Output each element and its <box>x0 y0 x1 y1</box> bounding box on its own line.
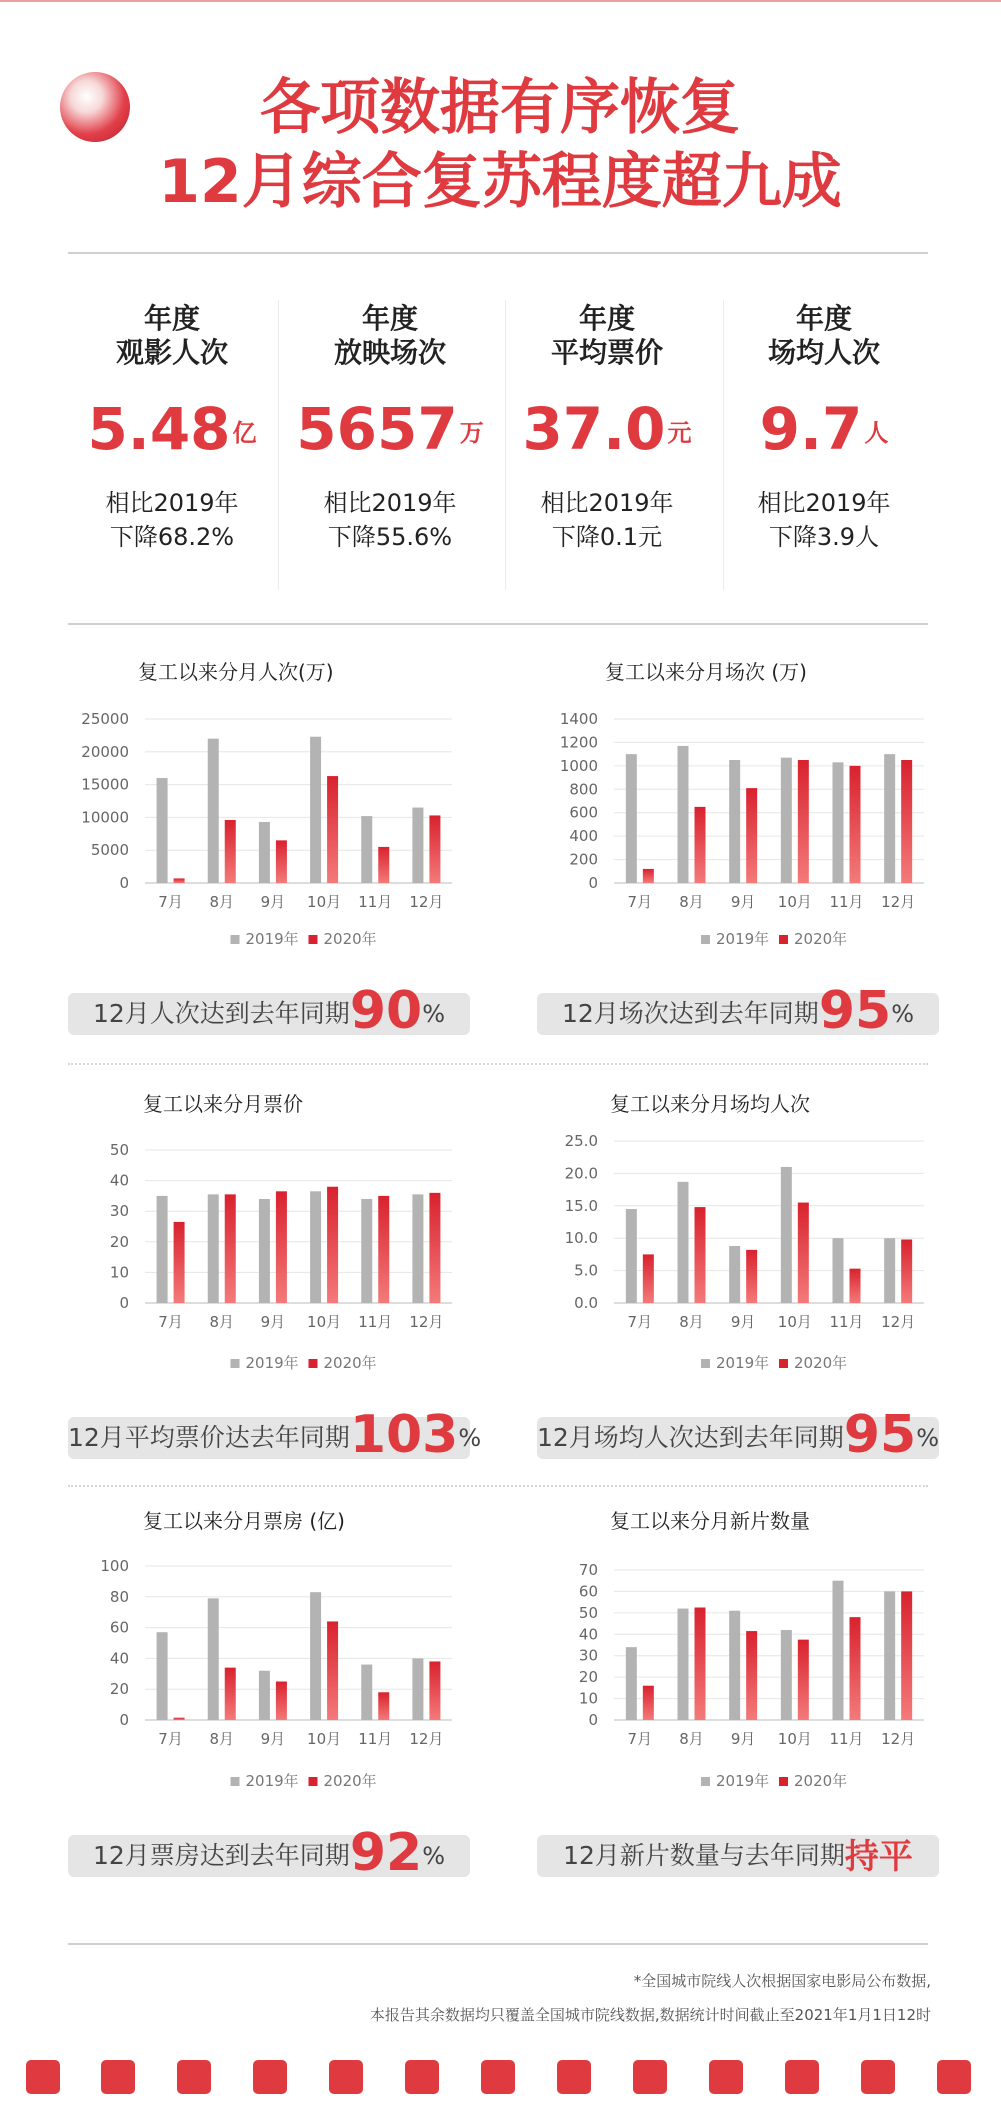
callout-suffix: % <box>916 1424 940 1452</box>
y-tick-label: 1000 <box>559 756 598 775</box>
footnote-line1: *全国城市院线人次根据国家电影局公布数据, <box>633 1972 931 1990</box>
y-tick-label: 0 <box>119 1711 129 1729</box>
stat-compare: 相比2019年 <box>105 489 239 517</box>
stat-compare: 下降55.6% <box>327 523 453 551</box>
x-tick-label: 12月 <box>881 893 916 911</box>
legend-label: 2019年 <box>245 1772 299 1790</box>
callout-number: 持平 <box>844 1837 913 1877</box>
callout-text: 12月人次达到去年同期 <box>93 999 350 1028</box>
y-tick-label: 0 <box>588 874 598 892</box>
dotted-divider <box>68 1485 928 1487</box>
y-tick-label: 70 <box>578 1561 598 1579</box>
y-tick-label: 40 <box>578 1625 598 1644</box>
stat-unit: 亿 <box>232 419 257 447</box>
legend-label: 2019年 <box>716 930 770 948</box>
page-title-line2: 12月综合复苏程度超九成 <box>158 147 842 217</box>
stat-unit: 万 <box>459 419 484 447</box>
callout-avg-attendance <box>537 1405 940 1465</box>
x-tick-label: 12月 <box>409 1313 444 1331</box>
x-tick-label: 7月 <box>158 1313 183 1331</box>
decor-square <box>861 2060 895 2094</box>
x-tick-label: 8月 <box>679 893 704 911</box>
y-tick-label: 100 <box>100 1557 129 1575</box>
y-tick-label: 40 <box>109 1171 129 1190</box>
legend-label: 2020年 <box>794 930 848 948</box>
y-tick-label: 10 <box>578 1689 598 1708</box>
x-tick-label: 10月 <box>307 1313 342 1331</box>
stat-label: 平均票价 <box>550 336 663 369</box>
stat-label: 放映场次 <box>333 336 446 369</box>
y-tick-label: 1400 <box>559 710 598 728</box>
legend-swatch-2019 <box>701 1777 710 1786</box>
callout-number: 103 <box>349 1405 459 1465</box>
x-tick-label: 9月 <box>260 1313 286 1331</box>
bar-2019 <box>781 1630 792 1720</box>
y-tick-label: 50 <box>109 1141 129 1159</box>
x-tick-label: 11月 <box>358 1313 393 1331</box>
legend-label: 2019年 <box>716 1772 770 1790</box>
stat-compare: 相比2019年 <box>540 489 674 517</box>
legend-label: 2020年 <box>323 930 377 948</box>
legend-label: 2020年 <box>323 1772 377 1790</box>
y-tick-label: 10.0 <box>564 1229 598 1248</box>
y-tick-label: 50 <box>578 1603 598 1622</box>
y-tick-label: 1200 <box>559 733 598 752</box>
decor-square <box>709 2060 743 2094</box>
decor-square <box>26 2060 60 2094</box>
y-tick-label: 20 <box>578 1668 598 1687</box>
decor-square <box>329 2060 363 2094</box>
y-tick-label: 15.0 <box>564 1196 598 1215</box>
divider <box>68 1943 928 1945</box>
stat-compare: 下降0.1元 <box>551 523 663 551</box>
stat-compare: 下降68.2% <box>109 523 235 551</box>
decor-square <box>937 2060 971 2094</box>
decor-square <box>481 2060 515 2094</box>
callout-text: 12月平均票价达去年同期 <box>68 1423 350 1452</box>
x-tick-label: 8月 <box>679 1313 704 1331</box>
bar-2019 <box>678 1609 689 1720</box>
decor-square <box>101 2060 135 2094</box>
y-tick-label: 40 <box>109 1649 129 1668</box>
callout-text: 12月场均人次达到去年同期 <box>537 1423 844 1452</box>
callout-screenings <box>537 981 939 1041</box>
y-tick-label: 600 <box>569 803 598 822</box>
chart-title: 复工以来分月票房 (亿) <box>143 1509 345 1533</box>
decor-square <box>253 2060 287 2094</box>
chart-title: 复工以来分月新片数量 <box>610 1509 810 1533</box>
x-tick-label: 12月 <box>409 1730 444 1748</box>
bar-2019 <box>884 1591 895 1720</box>
chart-title: 复工以来分月票价 <box>143 1092 303 1116</box>
y-tick-label: 200 <box>569 850 598 869</box>
decor-square <box>785 2060 819 2094</box>
x-tick-label: 9月 <box>260 1730 286 1748</box>
y-tick-label: 10000 <box>81 808 129 827</box>
chart-title: 复工以来分月场次 (万) <box>605 660 807 684</box>
y-tick-label: 20 <box>109 1680 129 1699</box>
y-tick-label: 400 <box>569 827 598 846</box>
callout-ticket-price <box>68 1405 482 1465</box>
x-tick-label: 10月 <box>307 1730 342 1748</box>
x-tick-label: 11月 <box>829 1730 864 1748</box>
callout-text: 12月场次达到去年同期 <box>562 999 819 1028</box>
legend-label: 2020年 <box>794 1772 848 1790</box>
x-tick-label: 8月 <box>209 1730 235 1748</box>
bar-2020 <box>643 1686 654 1720</box>
stat-compare: 下降3.9人 <box>768 523 880 551</box>
bar-2020 <box>850 1617 861 1720</box>
y-tick-label: 25000 <box>81 710 129 728</box>
x-tick-label: 12月 <box>409 893 444 911</box>
x-tick-label: 8月 <box>209 893 235 911</box>
x-tick-label: 9月 <box>730 893 756 911</box>
x-tick-label: 11月 <box>358 1730 393 1748</box>
y-tick-label: 30 <box>578 1646 598 1665</box>
callout-number: 92 <box>349 1823 423 1883</box>
x-tick-label: 11月 <box>829 893 864 911</box>
stat-label: 年度 <box>578 302 635 335</box>
stat-label: 年度 <box>795 302 852 335</box>
y-tick-label: 80 <box>109 1587 129 1606</box>
y-tick-label: 25.0 <box>564 1132 598 1150</box>
callout-number: 90 <box>349 981 423 1041</box>
bar-2020 <box>798 1640 809 1720</box>
decor-square <box>633 2060 667 2094</box>
stat-number: 5.48 <box>87 395 231 463</box>
y-tick-label: 0 <box>588 1711 598 1729</box>
y-tick-label: 0 <box>119 1294 129 1312</box>
decor-square <box>177 2060 211 2094</box>
callout-number: 95 <box>843 1405 917 1465</box>
x-tick-label: 7月 <box>158 893 183 911</box>
y-tick-label: 0 <box>119 874 129 892</box>
stat-number: 37.0 <box>522 395 666 463</box>
x-tick-label: 10月 <box>307 893 342 911</box>
x-tick-label: 11月 <box>829 1313 864 1331</box>
x-tick-label: 7月 <box>158 1730 183 1748</box>
x-tick-label: 9月 <box>730 1730 756 1748</box>
decor-square <box>405 2060 439 2094</box>
stat-number: 9.7 <box>759 395 863 463</box>
x-tick-label: 10月 <box>777 1313 812 1331</box>
x-tick-label: 7月 <box>627 1313 653 1331</box>
x-tick-label: 8月 <box>679 1730 704 1748</box>
stat-number: 5657 <box>296 395 458 463</box>
legend-label: 2020年 <box>323 1354 377 1372</box>
decor-square <box>557 2060 591 2094</box>
dotted-divider <box>68 1063 928 1065</box>
y-tick-label: 20000 <box>81 742 129 761</box>
y-tick-label: 15000 <box>81 775 129 794</box>
legend-label: 2019年 <box>245 1354 299 1372</box>
callout-number: 95 <box>818 981 892 1041</box>
stat-compare: 相比2019年 <box>323 489 457 517</box>
stat-label: 年度 <box>143 302 200 335</box>
y-tick-label: 20.0 <box>564 1164 598 1183</box>
footnote-line2: 本报告其余数据均只覆盖全国城市院线数据,数据统计时间截止至2021年1月1日12时 <box>369 2006 931 2024</box>
legend-label: 2019年 <box>245 930 299 948</box>
x-tick-label: 9月 <box>730 1313 756 1331</box>
x-tick-label: 10月 <box>777 1730 812 1748</box>
stat-unit: 元 <box>667 419 692 447</box>
x-tick-label: 9月 <box>260 893 286 911</box>
y-tick-label: 800 <box>569 780 598 799</box>
y-tick-label: 20 <box>109 1232 129 1251</box>
bar-2020 <box>746 1631 757 1720</box>
callout-suffix: % <box>422 1842 445 1870</box>
stat-compare: 相比2019年 <box>757 489 891 517</box>
callout-admissions <box>68 981 470 1041</box>
page-title-line1: 各项数据有序恢复 <box>260 73 740 143</box>
chart-title: 复工以来分月人次(万) <box>138 660 334 684</box>
callout-suffix: % <box>891 1000 914 1028</box>
x-tick-label: 7月 <box>627 1730 653 1748</box>
y-tick-label: 30 <box>109 1202 129 1221</box>
callout-text: 12月新片数量与去年同期 <box>563 1841 845 1870</box>
y-tick-label: 5.0 <box>574 1261 598 1280</box>
bar-2019 <box>729 1611 740 1720</box>
bar-2020 <box>695 1608 706 1721</box>
stat-unit: 人 <box>864 419 889 447</box>
y-tick-label: 5000 <box>90 841 129 860</box>
x-tick-label: 12月 <box>881 1730 916 1748</box>
chart-title: 复工以来分月场均人次 <box>610 1092 810 1116</box>
stat-label: 观影人次 <box>115 336 228 369</box>
y-tick-label: 10 <box>109 1263 129 1282</box>
x-tick-label: 11月 <box>358 893 393 911</box>
legend-label: 2020年 <box>794 1354 848 1372</box>
callout-new-releases <box>537 1835 939 1877</box>
y-tick-label: 60 <box>109 1618 129 1637</box>
x-tick-label: 8月 <box>209 1313 235 1331</box>
callout-text: 12月票房达到去年同期 <box>93 1841 350 1870</box>
bar-2020 <box>901 1591 912 1720</box>
bar-2019 <box>833 1581 844 1720</box>
x-tick-label: 7月 <box>627 893 653 911</box>
legend-swatch-2020 <box>779 1777 788 1786</box>
callout-box-office <box>68 1823 470 1883</box>
legend-label: 2019年 <box>716 1354 770 1372</box>
x-tick-label: 10月 <box>777 893 812 911</box>
callout-suffix: % <box>458 1424 482 1452</box>
stat-label: 年度 <box>361 302 418 335</box>
y-tick-label: 60 <box>578 1582 598 1601</box>
callout-suffix: % <box>422 1000 445 1028</box>
bar-2019 <box>626 1647 637 1720</box>
y-tick-label: 0.0 <box>574 1294 598 1312</box>
x-tick-label: 12月 <box>881 1313 916 1331</box>
stat-label: 场均人次 <box>767 336 880 369</box>
